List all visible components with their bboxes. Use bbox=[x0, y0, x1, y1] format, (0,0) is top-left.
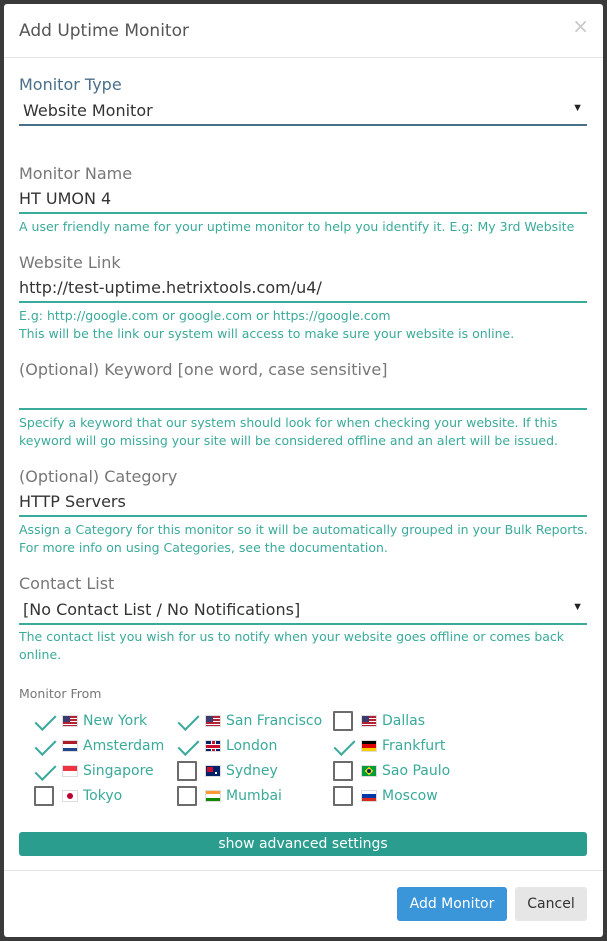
website-link-input[interactable] bbox=[19, 273, 587, 303]
flag-nl-icon bbox=[62, 740, 78, 752]
location-label: Sydney bbox=[226, 763, 278, 779]
flag-br-icon bbox=[361, 765, 377, 777]
flag-au-icon bbox=[205, 765, 221, 777]
checkbox-checked[interactable] bbox=[177, 736, 197, 756]
monitor-name-input[interactable] bbox=[19, 184, 587, 214]
website-link-label: Website Link bbox=[19, 253, 121, 272]
close-icon[interactable]: × bbox=[572, 14, 589, 38]
location-label: Sao Paulo bbox=[382, 763, 451, 779]
category-help-line1: Assign a Category for this monitor so it will be automatically grouped in your Bulk Reports. bbox=[19, 522, 588, 537]
keyword-label: (Optional) Keyword [one word, case sensitive] bbox=[19, 360, 388, 379]
show-advanced-settings-button[interactable]: show advanced settings bbox=[19, 832, 587, 856]
location-moscow[interactable] bbox=[333, 785, 438, 807]
checkbox-unchecked[interactable] bbox=[34, 786, 54, 806]
location-singapore[interactable] bbox=[34, 760, 154, 782]
keyword-input[interactable] bbox=[19, 380, 587, 410]
flag-de-icon bbox=[361, 740, 377, 752]
checkbox-checked[interactable] bbox=[34, 736, 54, 756]
flag-gb-icon bbox=[205, 740, 221, 752]
location-frankfurt[interactable] bbox=[333, 735, 445, 757]
add-monitor-button[interactable]: Add Monitor bbox=[397, 887, 507, 921]
category-input[interactable] bbox=[19, 487, 587, 517]
location-label: Mumbai bbox=[226, 788, 282, 804]
checkbox-unchecked[interactable] bbox=[333, 711, 353, 731]
checkbox-unchecked[interactable] bbox=[177, 786, 197, 806]
flag-ru-icon bbox=[361, 790, 377, 802]
location-san-francisco[interactable] bbox=[177, 710, 322, 732]
location-london[interactable] bbox=[177, 735, 277, 757]
contact-list-value: [No Contact List / No Notifications] bbox=[23, 600, 301, 619]
location-sydney[interactable] bbox=[177, 760, 278, 782]
flag-us-icon bbox=[205, 715, 221, 727]
location-label: Amsterdam bbox=[83, 738, 165, 754]
location-label: Tokyo bbox=[83, 788, 123, 804]
monitor-name-help: A user friendly name for your uptime monitor to help you identify it. E.g: My 3rd Website bbox=[19, 219, 575, 234]
location-sao-paulo[interactable] bbox=[333, 760, 450, 782]
cancel-button[interactable]: Cancel bbox=[515, 887, 587, 921]
modal-title: Add Uptime Monitor bbox=[19, 21, 189, 41]
category-label: (Optional) Category bbox=[19, 467, 178, 486]
contact-list-help: The contact list you wish for us to notify when your website goes offline or comes back online. bbox=[19, 629, 565, 662]
location-amsterdam[interactable] bbox=[34, 735, 164, 757]
monitor-from-label: Monitor From bbox=[19, 686, 102, 701]
monitor-type-select[interactable] bbox=[19, 96, 587, 126]
checkbox-unchecked[interactable] bbox=[333, 761, 353, 781]
flag-in-icon bbox=[205, 790, 221, 802]
flag-sg-icon bbox=[62, 765, 78, 777]
modal-header bbox=[4, 4, 603, 58]
website-link-help-example: E.g: http://google.com or google.com or https://google.com bbox=[19, 308, 391, 323]
monitor-type-label: Monitor Type bbox=[19, 75, 122, 94]
location-mumbai[interactable] bbox=[177, 785, 282, 807]
contact-list-select[interactable] bbox=[19, 595, 587, 625]
location-label: Moscow bbox=[382, 788, 438, 804]
location-label: San Francisco bbox=[226, 713, 323, 729]
location-new-york[interactable] bbox=[34, 710, 147, 732]
checkbox-checked[interactable] bbox=[34, 761, 54, 781]
checkbox-checked[interactable] bbox=[34, 711, 54, 731]
location-dallas[interactable] bbox=[333, 710, 425, 732]
flag-us-icon bbox=[361, 715, 377, 727]
checkbox-unchecked[interactable] bbox=[177, 761, 197, 781]
flag-jp-icon bbox=[62, 790, 78, 802]
location-label: Singapore bbox=[83, 763, 154, 779]
footer-divider bbox=[4, 870, 603, 871]
chevron-down-icon: ▼ bbox=[572, 601, 583, 613]
flag-us-icon bbox=[62, 715, 78, 727]
checkbox-checked[interactable] bbox=[177, 711, 197, 731]
checkbox-unchecked[interactable] bbox=[333, 786, 353, 806]
keyword-help-line2: keyword will go missing your site will be considered offline and an alert will be issued. bbox=[19, 433, 558, 448]
monitor-type-value: Website Monitor bbox=[23, 101, 153, 120]
keyword-help-line1: Specify a keyword that our system should look for when checking your website. If this bbox=[19, 415, 558, 430]
checkbox-checked[interactable] bbox=[333, 736, 353, 756]
monitor-name-label: Monitor Name bbox=[19, 164, 133, 183]
chevron-down-icon: ▼ bbox=[572, 102, 583, 114]
category-help-line2: For more info on using Categories, see the documentation. bbox=[19, 540, 388, 555]
contact-list-label: Contact List bbox=[19, 574, 115, 593]
location-tokyo[interactable] bbox=[34, 785, 122, 807]
location-label: London bbox=[226, 738, 278, 754]
location-label: Frankfurt bbox=[382, 738, 446, 754]
location-label: Dallas bbox=[382, 713, 426, 729]
website-link-help-description: This will be the link our system will access to make sure your website is online. bbox=[19, 326, 515, 341]
location-label: New York bbox=[83, 713, 148, 729]
add-monitor-modal bbox=[4, 4, 603, 937]
